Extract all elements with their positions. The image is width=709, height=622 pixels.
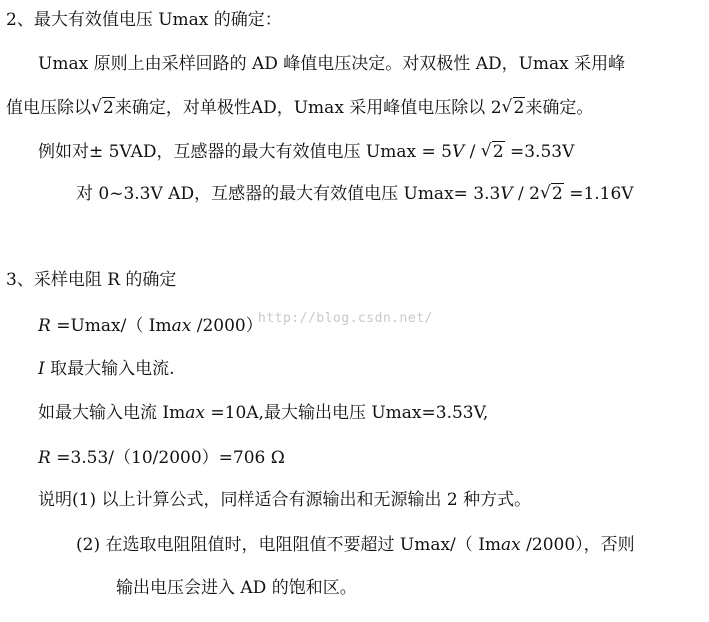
example-current-line <box>38 401 488 425</box>
text-span: V <box>451 142 465 162</box>
example-5v-line <box>38 140 574 164</box>
sqrt2-expression: √ 2 <box>91 97 114 118</box>
text-span: =3.53/（10/2000）=706 Ω <box>50 448 285 468</box>
text-span: /2000），否则 <box>520 535 635 555</box>
text-span: (2) 在选取电阻阻值时，电阻阻值不要超过 Umax/（ Im <box>76 535 502 555</box>
text-span: V <box>500 184 513 204</box>
text-span: ax <box>185 403 205 423</box>
text-span: 取最大输入电流. <box>44 359 175 379</box>
example-3v3-line <box>76 182 634 206</box>
text-span: ax <box>501 535 521 555</box>
text-span: 对 0~3.3V AD，互感器的最大有效值电压 Umax= 3.3 <box>76 184 501 204</box>
r-result-line <box>38 446 285 470</box>
text-span: =Umax/（ Im <box>50 316 172 336</box>
text-span: =10A,最大输出电压 Umax=3.53V, <box>204 403 489 423</box>
text-span: ax <box>171 316 192 336</box>
umax-principle-line: Umax 原则上由采样回路的 AD 峰值电压决定。对双极性 AD，Umax 采用峰 <box>38 54 626 74</box>
text-span: 值电压除以 <box>6 98 91 118</box>
text-span: I <box>38 359 45 379</box>
note-2-continued-line: 输出电压会进入 AD 的饱和区。 <box>116 578 357 598</box>
note-2-line <box>76 533 635 557</box>
text-span: R <box>38 448 51 468</box>
text-span: / <box>464 142 481 162</box>
text-span: 例如对± 5VAD，互感器的最大有效值电压 Umax = 5 <box>38 142 452 162</box>
text-span: R <box>38 316 51 336</box>
text-span: / 2 <box>512 184 540 204</box>
section-2-heading: 2、最大有效值电压 Umax 的确定： <box>6 10 282 30</box>
text-span: /2000） <box>191 316 263 336</box>
sqrt2-expression: √ 2 <box>501 97 525 118</box>
umax-divide-line <box>6 96 593 120</box>
watermark: http://blog.csdn.net/ <box>258 311 433 326</box>
section-3-heading: 3、采样电阻 R 的确定 <box>6 270 177 290</box>
text-span: 来确定，对单极性AD，Umax 采用峰值电压除以 2 <box>114 98 502 118</box>
text-span: =3.53V <box>504 142 575 162</box>
text-span: 来确定。 <box>525 98 594 118</box>
sqrt2-expression: √ 2 <box>539 183 563 204</box>
text-span: =1.16V <box>563 184 634 204</box>
sqrt2-expression: √ 2 <box>480 141 504 162</box>
text-span: 如最大输入电流 Im <box>38 403 186 423</box>
r-formula-line <box>38 314 263 338</box>
i-definition-line <box>38 357 175 381</box>
note-1-line: 说明(1) 以上计算公式，同样适合有源输出和无源输出 2 种方式。 <box>38 490 532 510</box>
